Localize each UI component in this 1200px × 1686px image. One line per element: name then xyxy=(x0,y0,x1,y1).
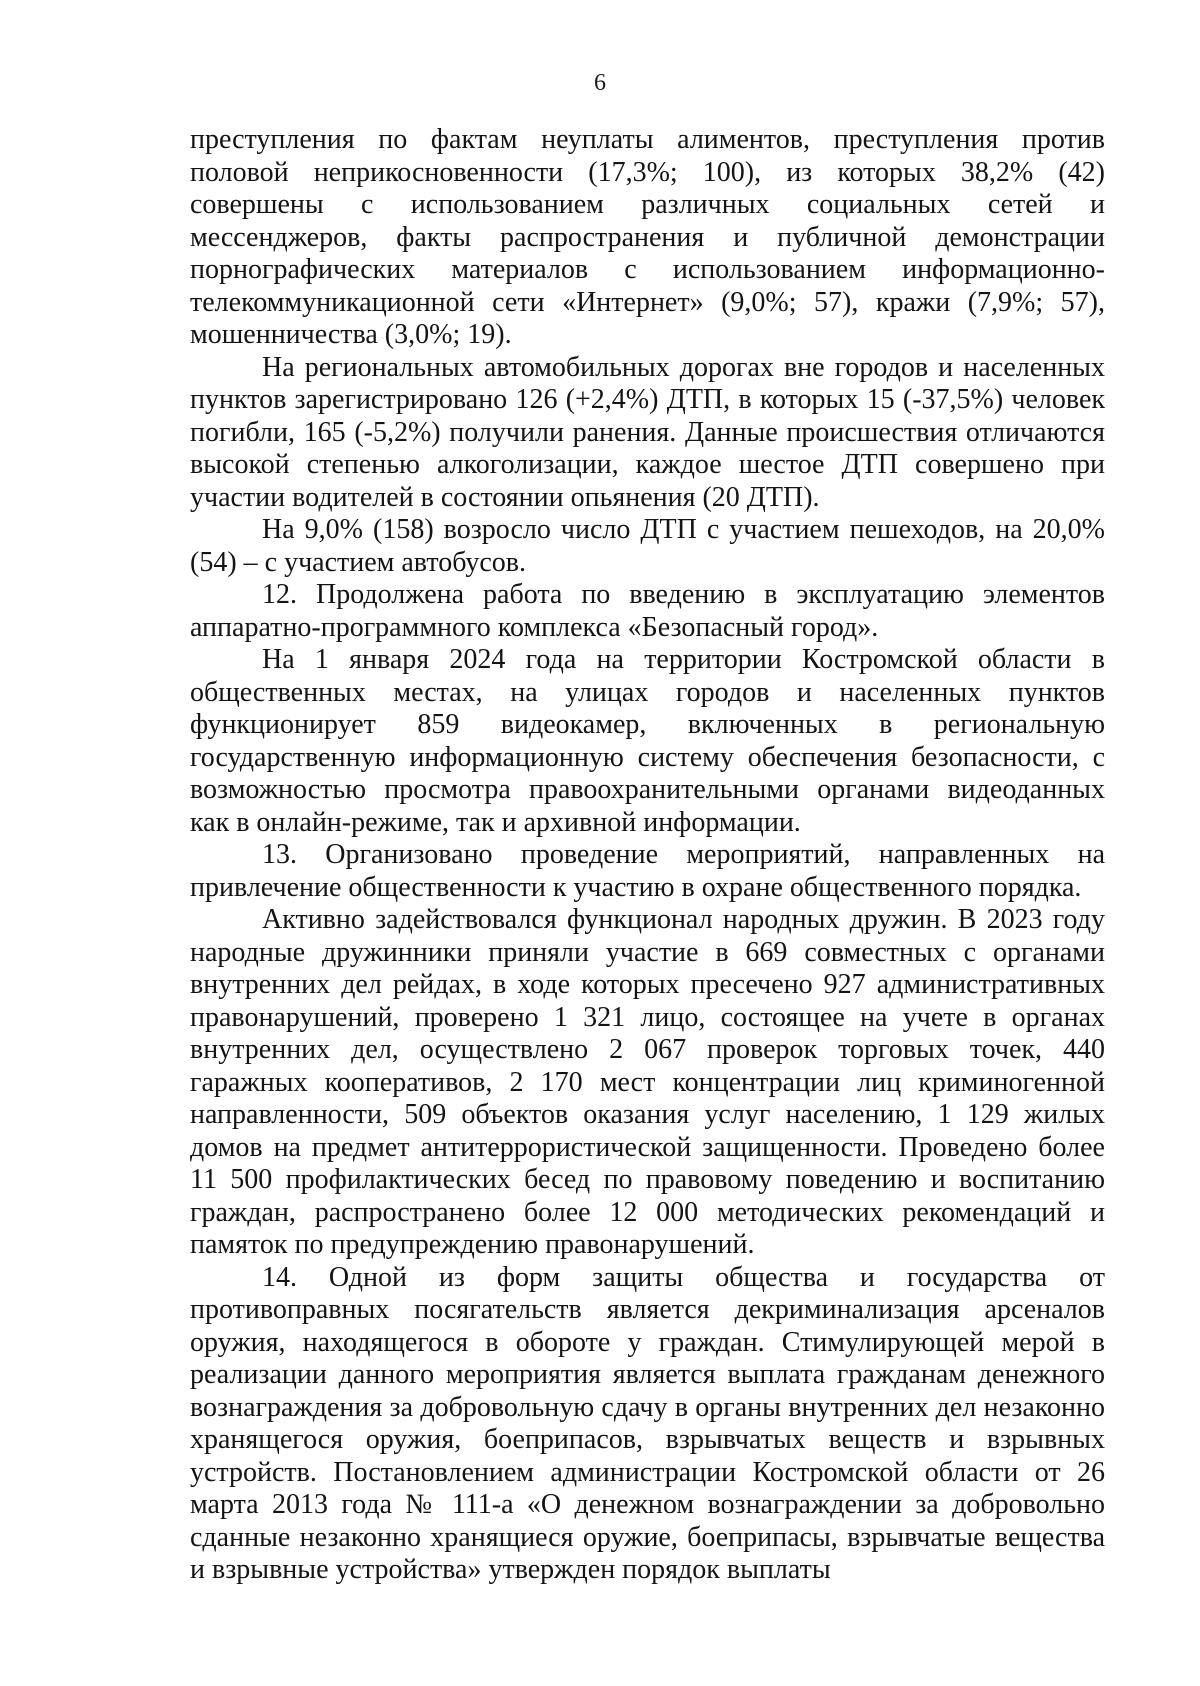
paragraph-public-involvement: 13. Организовано проведение мероприятий, направленных на привлечение общественности к участию в охране общественного порядка. xyxy=(190,839,1105,903)
paragraph-volunteer-squads: Активно задействовался функционал народных дружин. В 2023 году народные дружинники приняли участие в 669 совместных с органами внутренних дел рейдах, в ходе которых пресечено 927 административных правонарушений, проверено 1 321 лицо, состоящее на учете в органах внутренних дел, осуществлено 2 067 проверок торговых точек, 440 гаражных кооперативов, 2 170 мест концентрации лиц криминогенной направленности, 509 объектов оказания услуг населению, 1 129 жилых домов на предмет антитеррористической защищенности. Проведено более 11 500 профилактических бесед по правовому поведению и воспитанию граждан, распространено более 12 000 методических рекомендаций и памяток по предупреждению правонарушений. xyxy=(190,904,1105,1260)
paragraph-crimes-continued: преступления по фактам неуплаты алиментов, преступления против половой неприкосновенности (17,3%; 100), из которых 38,2% (42) совершены с использованием различных социальных сетей и мессенджеров, факты распространения и публичной демонстрации порнографических материалов с использованием информационно-телекоммуникационной сети «Интернет» (9,0%; 57), кражи (7,9%; 57), мошенничества (3,0%; 19). xyxy=(190,124,1105,350)
paragraph-pedestrian-accidents: На 9,0% (158) возросло число ДТП с участием пешеходов, на 20,0% (54) – с участием автобусов. xyxy=(190,514,1105,578)
document-body xyxy=(190,124,1105,1587)
paragraph-weapons-decriminalization: 14. Одной из форм защиты общества и государства от противоправных посягательств является декриминализация арсеналов оружия, находящегося в обороте у граждан. Стимулирующей мерой в реализации данного мероприятия является выплата гражданам денежного вознаграждения за добровольную сдачу в органы внутренних дел незаконно хранящегося оружия, боеприпасов, взрывчатых веществ и взрывных устройств. Постановлением администрации Костромской области от 26 марта 2013 года № 111-а «О денежном вознаграждении за добровольно сданные незаконно хранящиеся оружие, боеприпасы, взрывчатые вещества и взрывные устройства» утвержден порядок выплаты xyxy=(190,1261,1105,1585)
page-number: 6 xyxy=(594,70,606,96)
paragraph-video-cameras: На 1 января 2024 года на территории Костромской области в общественных местах, на улицах городов и населенных пунктов функционирует 859 видеокамер, включенных в региональную государственную информационную систему обеспечения безопасности, с возможностью просмотра правоохранительными органами видеоданных как в онлайн-режиме, так и архивной информации. xyxy=(190,644,1105,838)
paragraph-safe-city: 12. Продолжена работа по введению в эксплуатацию элементов аппаратно-программного комплекса «Безопасный город». xyxy=(190,579,1105,643)
paragraph-regional-roads: На региональных автомобильных дорогах вне городов и населенных пунктов зарегистрировано 126 (+2,4%) ДТП, в которых 15 (-37,5%) человек погибли, 165 (-5,2%) получили ранения. Данные происшествия отличаются высокой степенью алкоголизации, каждое шестое ДТП совершено при участии водителей в состоянии опьянения (20 ДТП). xyxy=(190,351,1105,513)
